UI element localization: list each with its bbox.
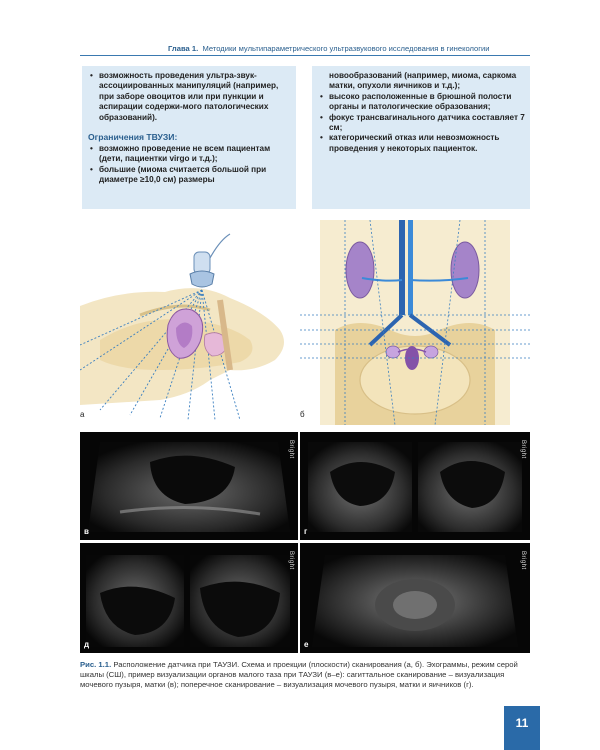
page-number: 11 — [515, 716, 529, 730]
page-number-tab — [504, 706, 540, 750]
limitations-heading: Ограничения ТВУЗИ: — [88, 132, 178, 143]
list-item: • большие (миома считается большой при диаметре ≥10,0 см) размеры — [88, 165, 292, 186]
ultrasound-side-label: Bright — [520, 440, 526, 459]
left-info-box — [82, 66, 296, 209]
ultrasound-side-label: Bright — [288, 551, 294, 570]
panel-label-d: д — [84, 640, 90, 649]
panel-label-a: а — [80, 410, 85, 419]
ultrasound-side-label: Bright — [520, 551, 526, 570]
right-info-box — [312, 66, 530, 209]
ultrasound-image-e — [300, 543, 530, 653]
ultrasound-side-label: Bright — [288, 440, 294, 459]
chapter-title: Методики мультипараметрического ультразвукового исследования в гинекологии — [202, 44, 490, 53]
list-item: • категорический отказ или невозможность проведения у некоторых пациенток. — [318, 133, 526, 154]
caption-text: Расположение датчика при ТАУЗИ. Схема и проекции (плоскости) сканирования (а, б). Эхограммы, режим серой шкалы (СШ), пример визуализации органов малого таза при ТАУЗИ (в–е): сагиттальное сканирование – визуализация мочевого пузыря, матки (в); поперечное сканирование – визуализация мочевого пузыря, матки и яичников (г). — [80, 660, 518, 690]
figure-caption — [80, 660, 530, 691]
running-header — [168, 44, 530, 53]
figure-number: Рис. 1.1. — [80, 660, 112, 669]
ultrasound-image-d — [80, 543, 298, 653]
header-rule — [80, 55, 530, 56]
panel-label-v: в — [84, 527, 89, 536]
panel-label-g: г — [304, 527, 308, 536]
panel-label-e: е — [304, 640, 309, 649]
ultrasound-image-v — [80, 432, 298, 540]
list-item: • возможно проведение не всем пациентам (дети, пациентки virgo и т.д.); — [88, 144, 292, 165]
continued-text: новообразований (например, миома, саркома матки, опухоли яичников и т.д.); — [329, 71, 517, 91]
ultrasound-image-g — [300, 432, 530, 540]
sagittal-scheme-illustration — [80, 220, 298, 425]
chapter-label: Глава 1. — [168, 44, 199, 53]
list-item: • возможность проведения ультра-звук-ассоциированных манипуляций (например, при заборе овоцитов или при пункции и аспирации содержи-мого патологических образований). — [88, 71, 292, 123]
panel-label-b: б — [300, 410, 305, 419]
coronal-scheme-illustration — [300, 220, 530, 425]
list-item: • высоко расположенные в брюшной полости органы и патологические образования; — [318, 92, 526, 113]
list-item: • фокус трансвагинального датчика составляет 7 см; — [318, 113, 526, 134]
